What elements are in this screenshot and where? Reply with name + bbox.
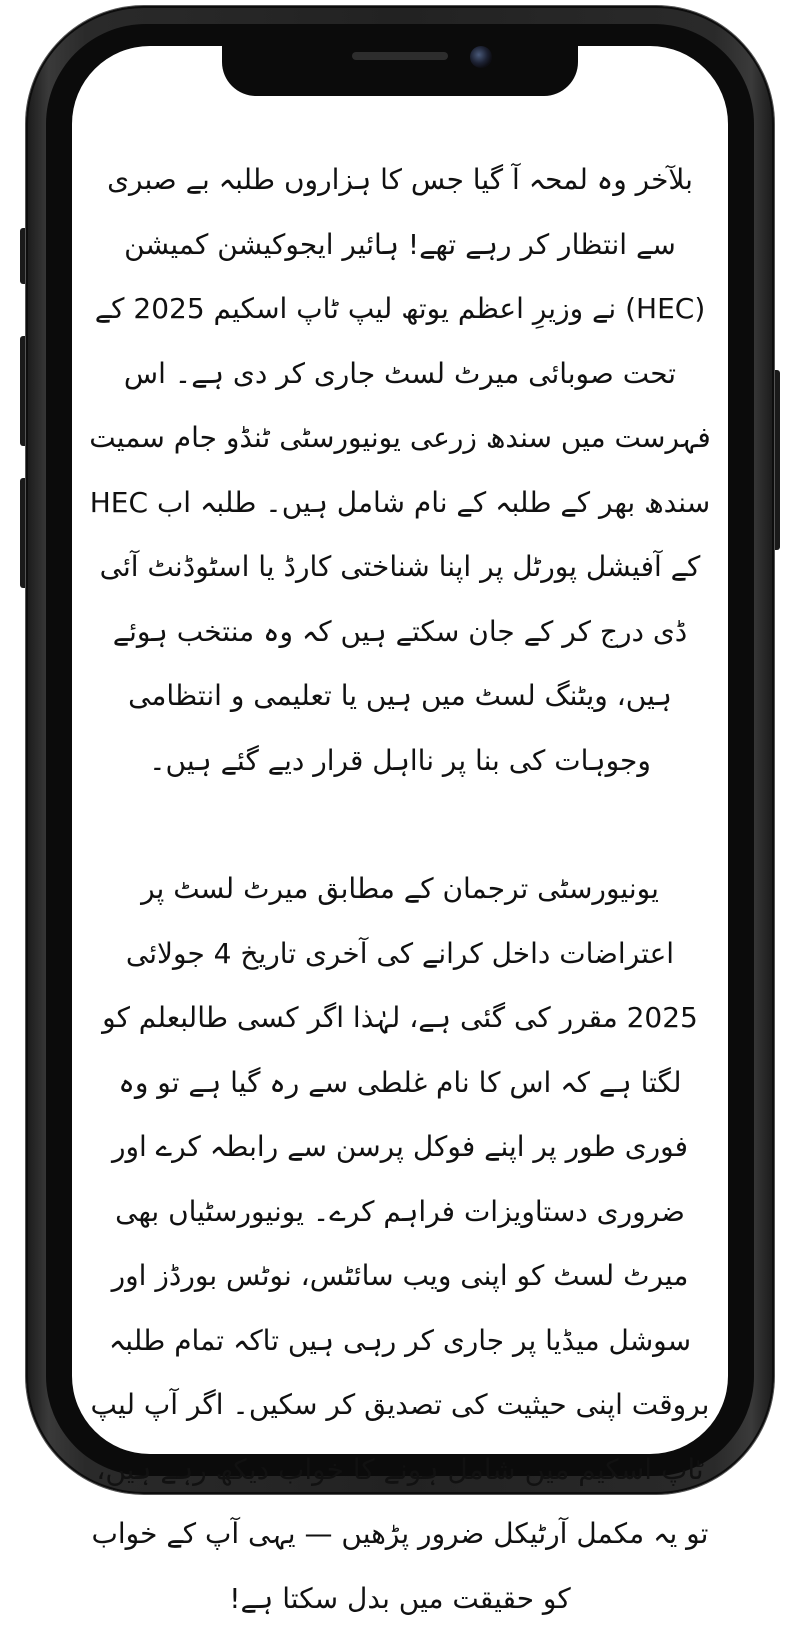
article-paragraph-1: بلآخر وہ لمحہ آ گیا جس کا ہزاروں طلبہ بے صبری سے انتظار کر رہے تھے! ہائیر ایجوکیشن کمیشن (HEC) نے وزیرِ اعظم یوتھ لیپ ٹاپ اسکیم 2025 کے تحت صوبائی میرٹ لسٹ جاری کر دی ہے۔ اس فہرست میں سندھ زرعی یونیورسٹی ٹنڈو جام سمیت سندھ بھر کے طلبہ کے نام شامل ہیں۔ طلبہ اب HEC کے آفیشل پورٹل پر اپنا شناختی کارڈ یا اسٹوڈنٹ آئی ڈی درج کر کے جان سکتے ہیں کہ وہ منتخب ہوئے ہیں، ویٹنگ لسٹ میں ہیں یا تعلیمی و انتظامی وجوہات کی بنا پر نااہل قرار دیے گئے ہیں۔ xyxy=(89,163,711,777)
notch xyxy=(222,38,578,96)
speaker-grille xyxy=(352,52,448,60)
article-body xyxy=(88,148,712,1631)
front-camera-icon xyxy=(470,46,492,68)
paragraph-spacer xyxy=(88,793,712,857)
article-paragraph-2: یونیورسٹی ترجمان کے مطابق میرٹ لسٹ پر اعتراضات داخل کرانے کی آخری تاریخ 4 جولائی 2025 مقرر کی گئی ہے، لہٰذا اگر کسی طالبعلم کو لگتا ہے کہ اس کا نام غلطی سے رہ گیا ہے تو وہ فوری طور پر اپنے فوکل پرسن سے رابطہ کرے اور ضروری دستاویزات فراہم کرے۔ یونیورسٹیاں بھی میرٹ لسٹ کو اپنی ویب سائٹس، نوٹس بورڈز اور سوشل میڈیا پر جاری کر رہی ہیں تاکہ تمام طلبہ بروقت اپنی حیثیت کی تصدیق کر سکیں۔ اگر آپ لیپ ٹاپ اسکیم میں شامل ہونے کا خواب دیکھ رہے ہیں، تو یہ مکمل آرٹیکل ضرور پڑھیں — یہی آپ کے خواب کو حقیقت میں بدل سکتا ہے! xyxy=(90,872,710,1615)
